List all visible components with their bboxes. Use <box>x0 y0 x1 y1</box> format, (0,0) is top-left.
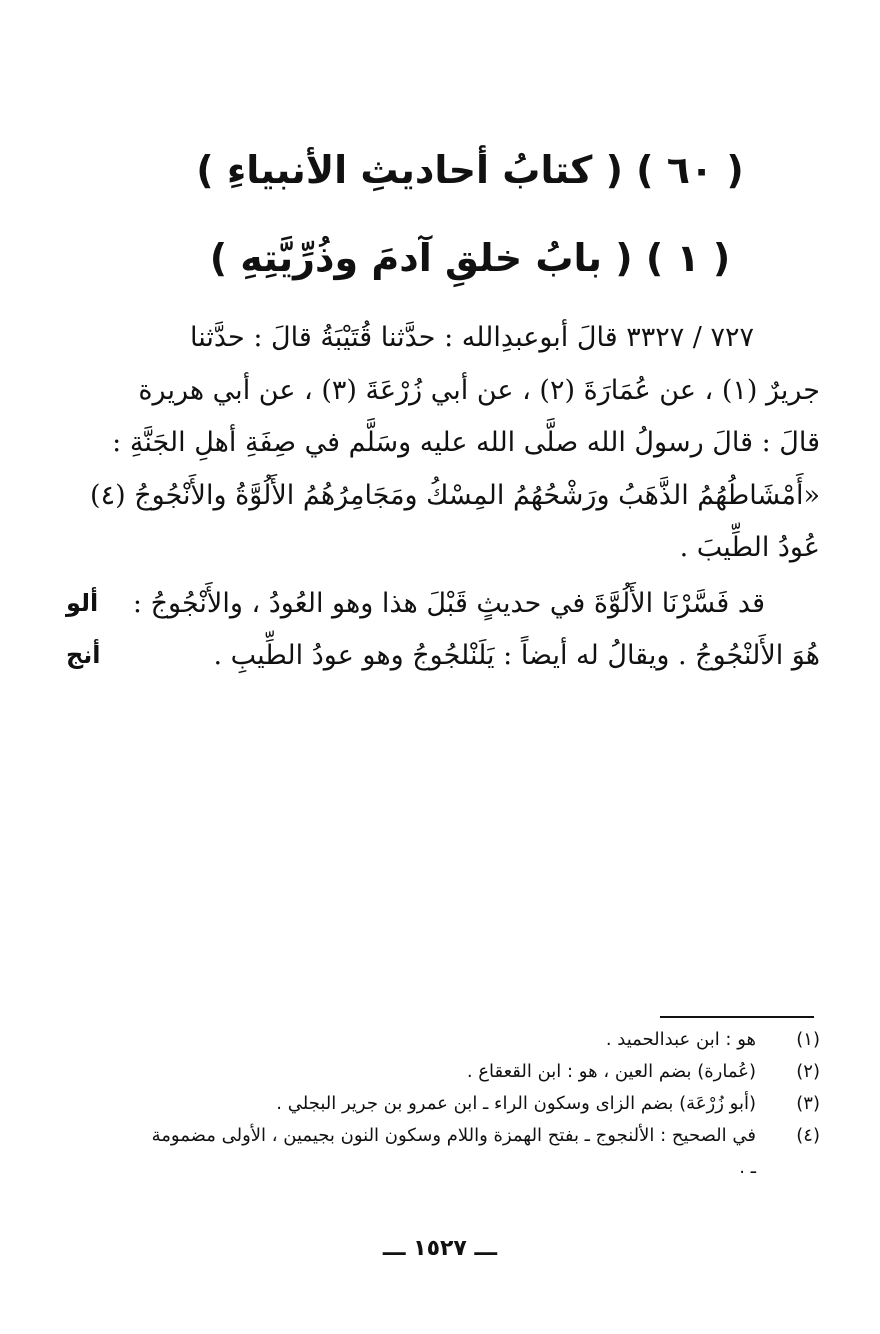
footnote-number: (٣) <box>796 1093 820 1114</box>
margin-keyword: ألو <box>66 589 99 617</box>
commentary-line: قد فَسَّرْنَا الأَلُوَّةَ في حديثٍ قَبْلَ هذا وهو العُودُ ، والأَنْجُوجُ : <box>132 588 765 619</box>
footnote-text: هو : ابن عبدالحميد . <box>605 1029 756 1050</box>
footnote-item <box>150 1120 820 1184</box>
hadith-line: عُودُ الطِّيبَ . <box>679 532 820 563</box>
chapter-title: ( ١ ) ( بابُ خلقِ آدمَ وذُرِّيَّتِهِ ) <box>209 236 731 280</box>
footnote-item <box>150 1056 820 1088</box>
commentary-text <box>132 578 820 682</box>
footnote-item <box>150 1024 820 1056</box>
hadith-line: ٧٢٧ / ٣٣٢٧ قالَ أبوعبدِالله : حدَّثنا قُتَيْبَةُ قالَ : حدَّثنا <box>189 322 754 353</box>
footnote-item <box>150 1088 820 1120</box>
footnote-text: (أبو زُرْعَة) بضم الزاى وسكون الراء ـ ابن عمرو بن جرير البجلي . <box>276 1093 756 1114</box>
book-title: ( ٦٠ ) ( كتابُ أحاديثِ الأنبياءِ ) <box>196 148 744 192</box>
hadith-line: قالَ : قالَ رسولُ الله صلَّى الله عليه وسَلَّم في صِفَةِ أهلِ الجَنَّةِ : <box>112 427 820 458</box>
page-number: ـــ ١٥٢٧ ـــ <box>382 1236 498 1261</box>
footnote-number: (١) <box>796 1029 820 1050</box>
footnote-number: (٢) <box>796 1061 820 1082</box>
margin-keyword: أنج <box>66 641 101 669</box>
footnote-number: (٤) <box>796 1125 820 1146</box>
footnote-divider <box>660 1016 814 1018</box>
footnotes <box>150 1024 820 1184</box>
hadith-line: جريرٌ (١) ، عن عُمَارَةَ (٢) ، عن أبي زُرْعَةَ (٣) ، عن أبي هريرة <box>138 374 820 406</box>
footnote-text: في الصحيح : الألنجوج ـ بفتح الهمزة واللام وسكون النون بجيمين ، الأولى مضمومة ـ . <box>151 1125 756 1178</box>
commentary-line: هُوَ الأَلنْجُوجُ . ويقالُ له أيضاً : يَلَنْلجُوجُ وهو عودُ الطِّيبِ . <box>213 640 820 671</box>
hadith-line: «أَمْشَاطُهُمُ الذَّهَبُ ورَشْحُهُمُ المِسْكُ ومَجَامِرُهُمُ الأَلُوَّةُ والأَنْجُوجُ (٤) <box>90 479 820 511</box>
footnote-text: (عُمارة) بضم العين ، هو : ابن القعقاع . <box>466 1061 756 1082</box>
hadith-text <box>90 312 820 575</box>
